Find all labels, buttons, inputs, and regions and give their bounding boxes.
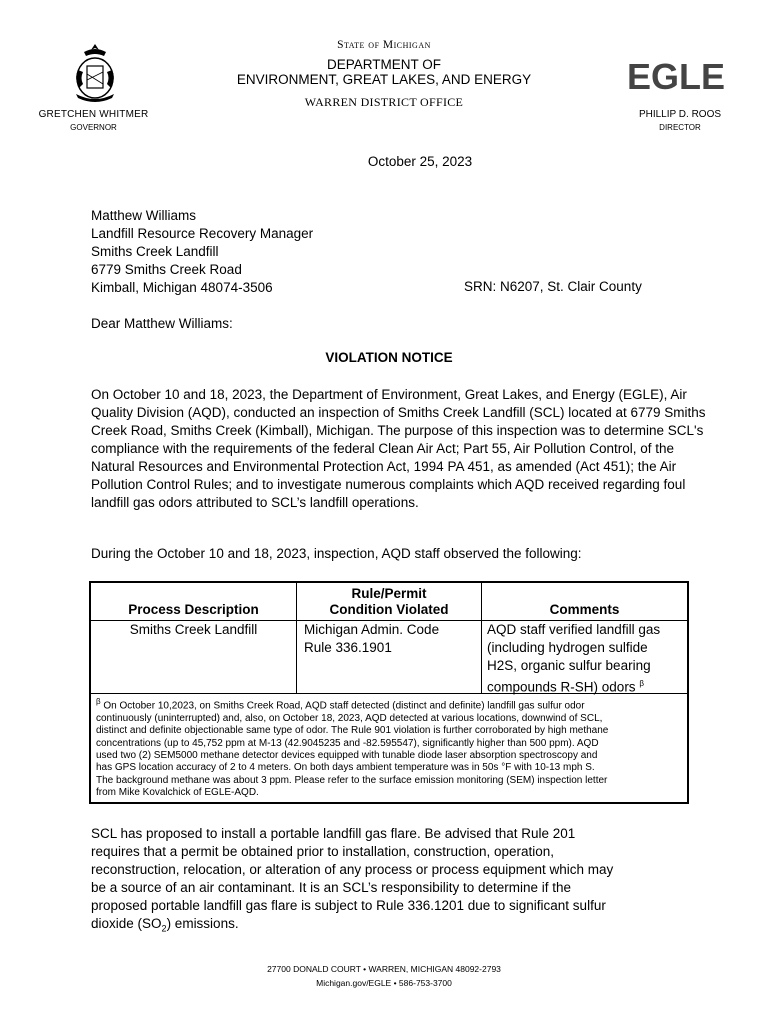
footnote-line: has GPS location accuracy of 2 to 4 meters. On both days ambient temperature was in 50s °F with 10-13 mph S. — [96, 762, 595, 774]
cell-comments — [487, 621, 687, 697]
state-name: State of Michigan — [337, 39, 431, 51]
cell-rule — [304, 621, 439, 657]
observation-intro: During the October 10 and 18, 2023, inspection, AQD staff observed the following: — [91, 546, 582, 561]
footnote-line: concentrations (up to 45,752 ppm at M-13 (42.9045235 and -82.595547), significantly higher than 500 ppm). AQD — [96, 737, 599, 749]
footnote-line: from Mike Kovalchick of EGLE-AQD. — [96, 787, 259, 799]
notice-heading: VIOLATION NOTICE — [325, 350, 453, 365]
subscript: 2 — [161, 923, 167, 934]
cell-comment-text: compounds R-SH) odors — [487, 679, 636, 695]
header-rule-line-2: Condition Violated — [329, 602, 449, 617]
violation-table — [89, 581, 689, 804]
footnote-line — [96, 696, 686, 713]
paragraph-line: SCL has proposed to install a portable landfill gas flare. Be advised that Rule 201 — [91, 826, 576, 841]
department-line-2: ENVIRONMENT, GREAT LAKES, AND ENERGY — [236, 72, 532, 87]
paragraph-line: be a source of an air contaminant. It is an SCL’s responsibility to determine if the — [91, 880, 572, 895]
inspection-paragraph: On October 10 and 18, 2023, the Department of Environment, Great Lakes, and Energy (EGLE), Air Quality Division (AQD), conducted an inspection of Smiths Creek Landfill (SCL) located at 6779 Smiths Creek Road, Smiths Creek (Kimball), Michigan. The purpose of this inspection was to determine SCL's compliance with the requirements of the federal Clean Air Act; Part 55, Air Pollution Control, of the Natural Resources and Environmental Protection Act, 1994 PA 451, as amended (Act 451); the Air Pollution Control Rules; and to investigate numerous complaints which AQD received regarding foul landfill gas odors attributed to SCL’s landfill operations. — [91, 387, 706, 510]
footnote-text: On October 10,2023, on Smiths Creek Road, AQD staff detected (distinct and definite) landfill gas sulfur odor — [100, 700, 585, 712]
egle-logo-text: EGLE — [626, 58, 726, 94]
cell-comment-line: (including hydrogen sulfide — [487, 640, 648, 655]
recipient-city: Kimball, Michigan 48074-3506 — [91, 280, 273, 295]
header-process-description: Process Description — [128, 602, 259, 617]
paragraph-text: dioxide (SO — [91, 916, 162, 931]
governor-title: GOVERNOR — [70, 123, 117, 132]
cell-comment-line: H2S, organic sulfur bearing — [487, 658, 651, 673]
footnote-mark: β — [639, 679, 644, 688]
header-rule-violated — [297, 586, 481, 618]
director-name: PHILLIP D. ROOS — [638, 109, 722, 120]
footnote-mark: β — [96, 697, 101, 706]
recipient-name: Matthew Williams — [91, 208, 197, 223]
flare-paragraph — [91, 825, 711, 938]
footnote-line: The background methane was about 3 ppm. Please refer to the surface emission monitoring (SEM) inspection letter — [96, 774, 608, 786]
header-comments: Comments — [549, 602, 620, 617]
table-footnote — [96, 696, 686, 800]
recipient-address — [91, 207, 313, 297]
cell-rule-line-2: Rule 336.1901 — [304, 640, 392, 655]
table-divider — [481, 583, 482, 694]
cell-comment-line: AQD staff verified landfill gas — [487, 622, 661, 637]
paragraph-text: ) emissions. — [166, 916, 239, 931]
salutation: Dear Matthew Williams: — [91, 316, 233, 331]
recipient-title: Landfill Resource Recovery Manager — [91, 226, 314, 241]
srn-reference: SRN: N6207, St. Clair County — [464, 279, 642, 294]
footer-contact: Michigan.gov/EGLE • 586-753-3700 — [316, 978, 452, 988]
paragraph-line — [91, 915, 711, 938]
director-title: DIRECTOR — [659, 123, 701, 132]
governor-name: GRETCHEN WHITMER — [38, 109, 149, 120]
cell-comment-line — [487, 675, 687, 697]
paragraph-line: proposed portable landfill gas flare is subject to Rule 336.1201 due to significant sulfur — [91, 898, 606, 913]
paragraph-line: requires that a permit be obtained prior to installation, construction, operation, — [91, 844, 555, 859]
footnote-line: distinct and definite objectionable same type of odor. The Rule 901 violation is further corroborated by high methane — [96, 725, 609, 737]
department-line-1: DEPARTMENT OF — [326, 57, 441, 72]
cell-rule-line-1: Michigan Admin. Code — [304, 622, 440, 637]
paragraph-line: reconstruction, relocation, or alteration of any process or process equipment which may — [91, 862, 614, 877]
letter-date: October 25, 2023 — [367, 154, 473, 169]
recipient-company: Smiths Creek Landfill — [91, 244, 219, 259]
egle-logo — [624, 58, 728, 94]
recipient-street: 6779 Smiths Creek Road — [91, 262, 242, 277]
footnote-line: used two (2) SEM5000 methane detector devices equipped with tunable diode laser absorption spectroscopy and — [96, 749, 598, 761]
district-office: WARREN DISTRICT OFFICE — [304, 95, 464, 109]
cell-process: Smiths Creek Landfill — [129, 622, 258, 637]
header-rule-line-1: Rule/Permit — [351, 586, 427, 601]
footnote-line: continuously (uninterrupted) and, also, on October 18, 2023, AQD detected at various locations, downwind of SCL, — [96, 712, 603, 724]
footer-address: 27700 DONALD COURT • WARREN, MICHIGAN 48092-2793 — [267, 964, 501, 974]
